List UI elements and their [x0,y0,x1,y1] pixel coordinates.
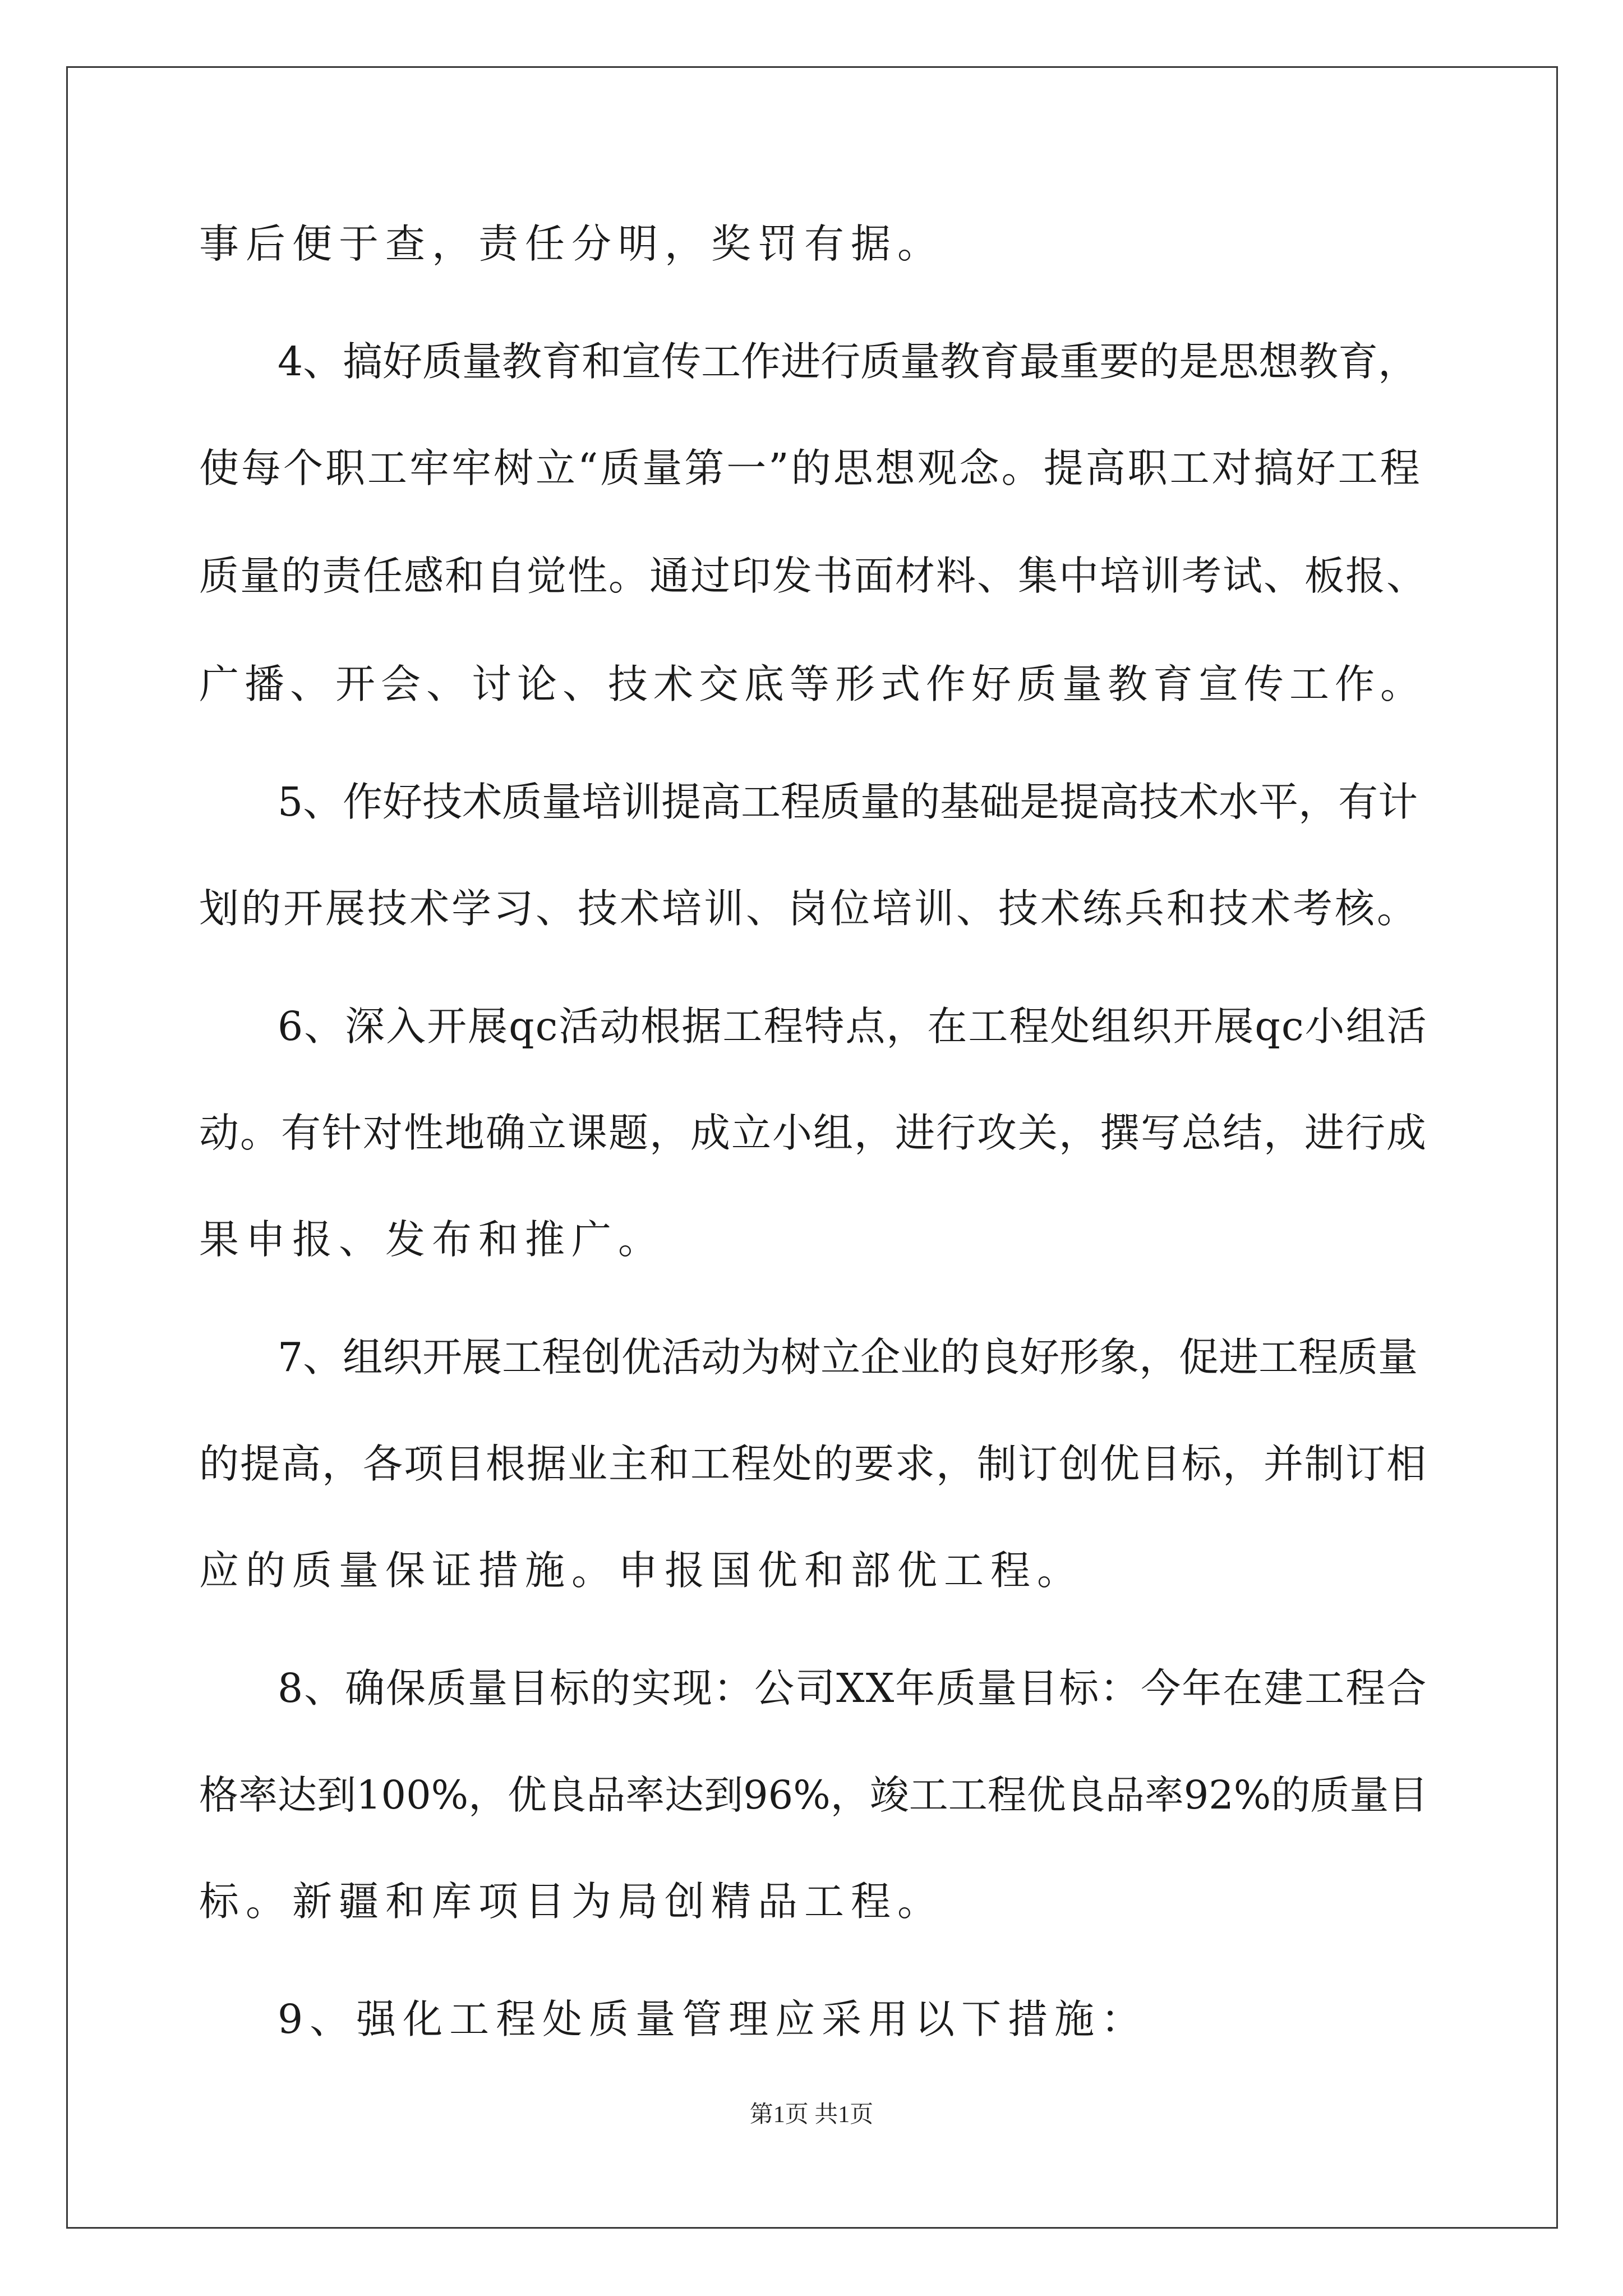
paragraph-4-line: 广播、开会、讨论、技术交底等形式作好质量教育宣传工作。 [199,661,1426,707]
paragraph-8-line: 8、确保质量目标的实现：公司XX年质量目标：今年在建工程合 [278,1665,1428,1711]
paragraph-7-line: 应的质量保证措施。申报国优和部优工程。 [199,1547,1084,1594]
paragraph-7-line: 7、组织开展工程创优活动为树立企业的良好形象，促进工程质量 [278,1334,1418,1381]
paragraph-6-line: 果申报、发布和推广。 [199,1216,665,1263]
page-number-footer: 第1页 共1页 [749,2102,874,2128]
text-line: 事后便于查，责任分明，奖罚有据。 [199,220,944,267]
paragraph-4-line: 质量的责任感和自觉性。通过印发书面材料、集中培训考试、板报、 [199,553,1428,599]
paragraph-8-line: 标。新疆和库项目为局创精品工程。 [199,1878,944,1925]
paragraph-6-line: 6、深入开展qc活动根据工程特点，在工程处组织开展qc小组活 [278,1003,1428,1050]
paragraph-6-line: 动。有针对性地确立课题，成立小组，进行攻关，撰写总结，进行成 [199,1110,1428,1156]
paragraph-4-line: 4、搞好质量教育和宣传工作进行质量教育最重要的是思想教育， [278,338,1418,385]
paragraph-7-line: 的提高，各项目根据业主和工程处的要求，制订创优目标，并制订相 [199,1441,1428,1487]
paragraph-8-line: 格率达到100%，优良品率达到96%，竣工工程优良品率92%的质量目 [199,1772,1428,1818]
paragraph-9-line: 9、强化工程处质量管理应采用以下措施： [278,1996,1148,2042]
paragraph-5-line: 5、作好技术质量培训提高工程质量的基础是提高技术水平，有计 [278,779,1418,825]
paragraph-4-line: 使每个职工牢牢树立“质量第一”的思想观念。提高职工对搞好工程 [199,445,1422,491]
paragraph-5-line: 划的开展技术学习、技术培训、岗位培训、技术练兵和技术考核。 [199,885,1419,932]
